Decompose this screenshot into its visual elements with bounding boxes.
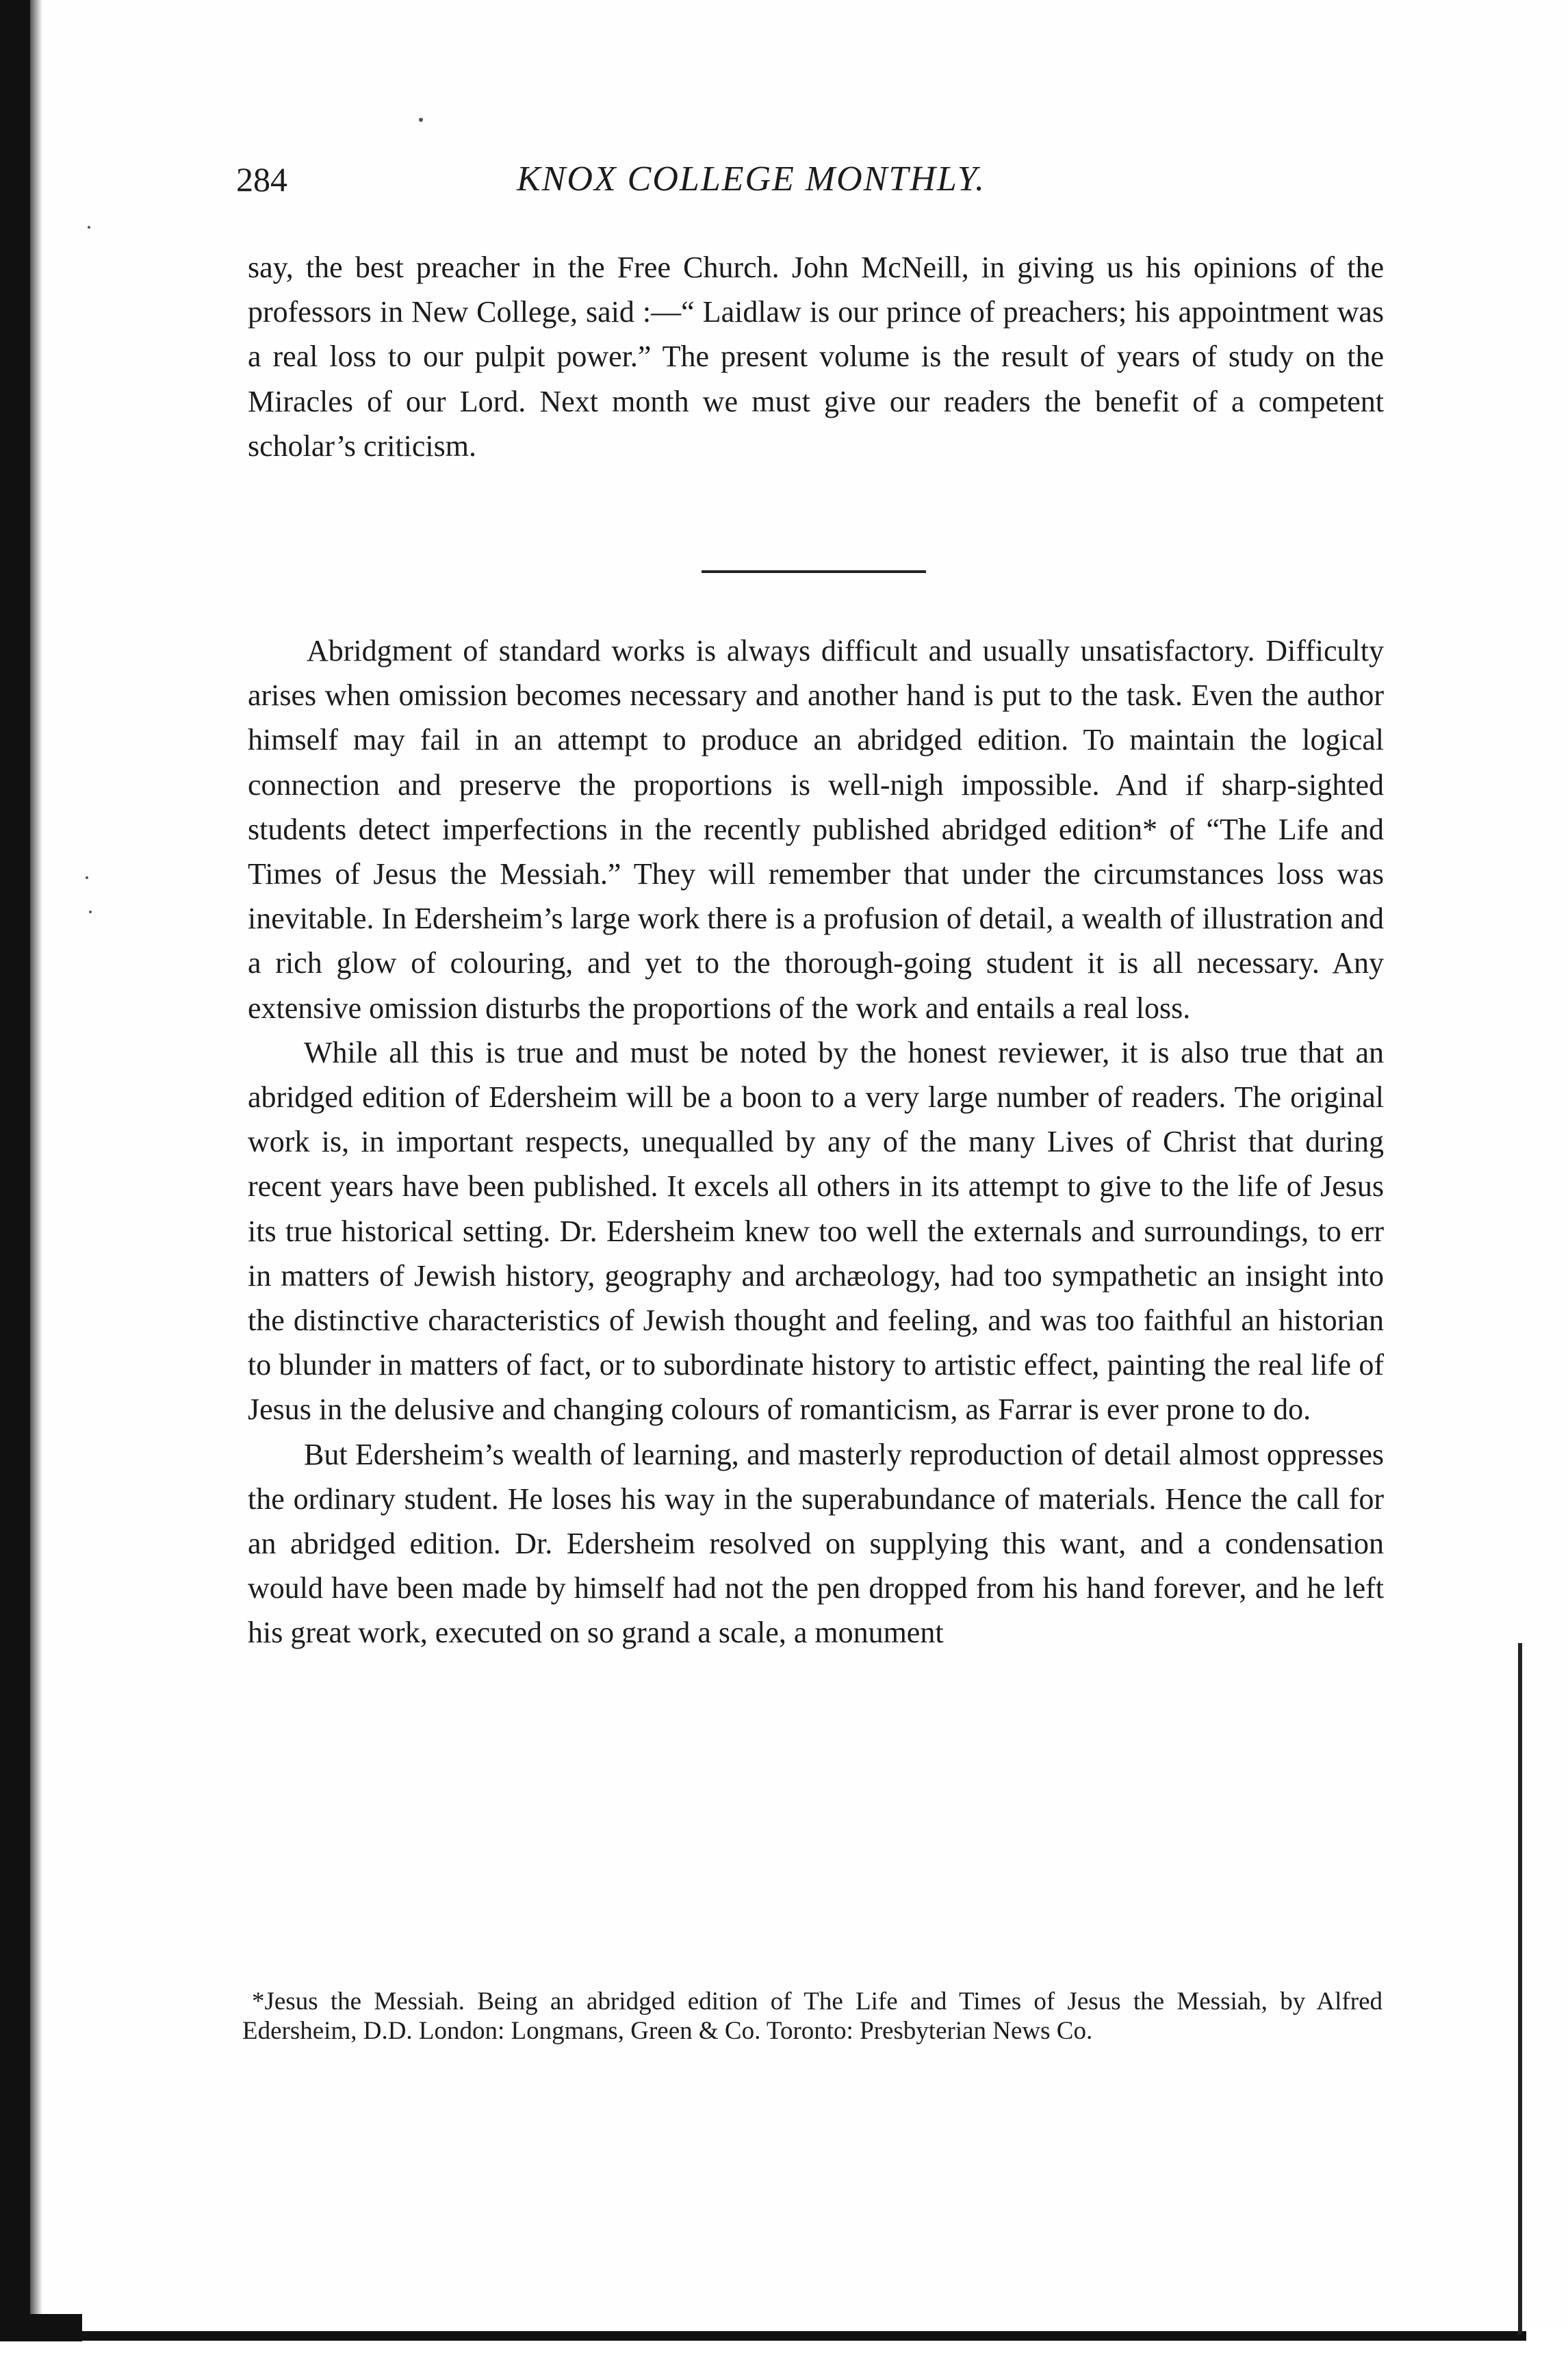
- continued-paragraph-block: [248, 245, 1384, 468]
- scan-edge-right: [1518, 1643, 1522, 2335]
- scan-speck: [419, 118, 423, 122]
- scan-speck: [88, 226, 90, 229]
- page-number: 284: [236, 160, 287, 199]
- footnote: *Jesus the Messiah. Being an abridged edition of The Life and Times of Jesus the Messiah, by Alfred Edersheim, D.D. London: Longmans, Green & Co. Toronto: Presbyterian News Co.: [242, 1987, 1383, 2045]
- scan-edge-shadow: [30, 0, 42, 2328]
- scan-edge-bottom: [0, 2331, 1526, 2341]
- body-paragraph: Abridgment of standard works is always difficult and usually unsatisfactory. Difficulty arises when omission becomes necessary and another hand is put to the task. Even the author himself may fail in an attempt to produce an abridged edition. To maintain the logical connection and preserve the proportions is well-nigh impossible. And if sharp-sighted students detect imperfections in the recently published abridged edition* of “The Life and Times of Jesus the Messiah.” They will remember that under the circumstances loss was inevitable. In Edersheim’s large work there is a profusion of detail, a wealth of illustration and a rich glow of colouring, and yet to the thorough-going student it is all necessary. Any extensive omission disturbs the proportions of the work and entails a real loss.: [248, 634, 1384, 1025]
- review-body: [248, 628, 1384, 1655]
- running-title: KNOX COLLEGE MONTHLY.: [517, 160, 986, 199]
- page-header: [236, 159, 1379, 207]
- continued-paragraph: say, the best preacher in the Free Church. John McNeill, in giving us his opinions of the professors in New College, said :—“ Laidlaw is our prince of preachers; his appointment was a real loss to our pulpit power.” The present volume is the result of years of study on the Miracles of our Lord. Next month we must give our readers the benefit of a competent scholar’s criticism.: [248, 251, 1384, 463]
- body-paragraph: But Edersheim’s wealth of learning, and masterly reproduction of detail almost oppresses the ordinary student. He loses his way in the superabundance of materials. Hence the call for an abridged edition. Dr. Edersheim resolved on supplying this want, and a condensation would have been made by himself had not the pen dropped from his hand forever, and he left his great work, executed on so grand a scale, a monument: [248, 1437, 1384, 1650]
- section-divider: [702, 570, 926, 573]
- scan-speck: [86, 876, 88, 879]
- scan-speck: [89, 911, 92, 913]
- scan-edge-left: [0, 0, 30, 2328]
- body-paragraph: While all this is true and must be noted by the honest reviewer, it is also true that an abridged edition of Edersheim will be a boon to a very large number of readers. The original work is, in important respects, unequalled by any of the many Lives of Christ that during recent years have been published. It excels all others in its attempt to give to the life of Jesus its true historical setting. Dr. Edersheim knew too well the externals and surroundings, to err in matters of Jewish history, geography and archæology, had too sympathetic an insight into the distinctive characteristics of Jewish thought and feeling, and was too faithful an historian to blunder in matters of fact, or to subordinate history to artistic effect, painting the real life of Jesus in the delusive and changing colours of romanticism, as Farrar is ever prone to do.: [248, 1035, 1384, 1427]
